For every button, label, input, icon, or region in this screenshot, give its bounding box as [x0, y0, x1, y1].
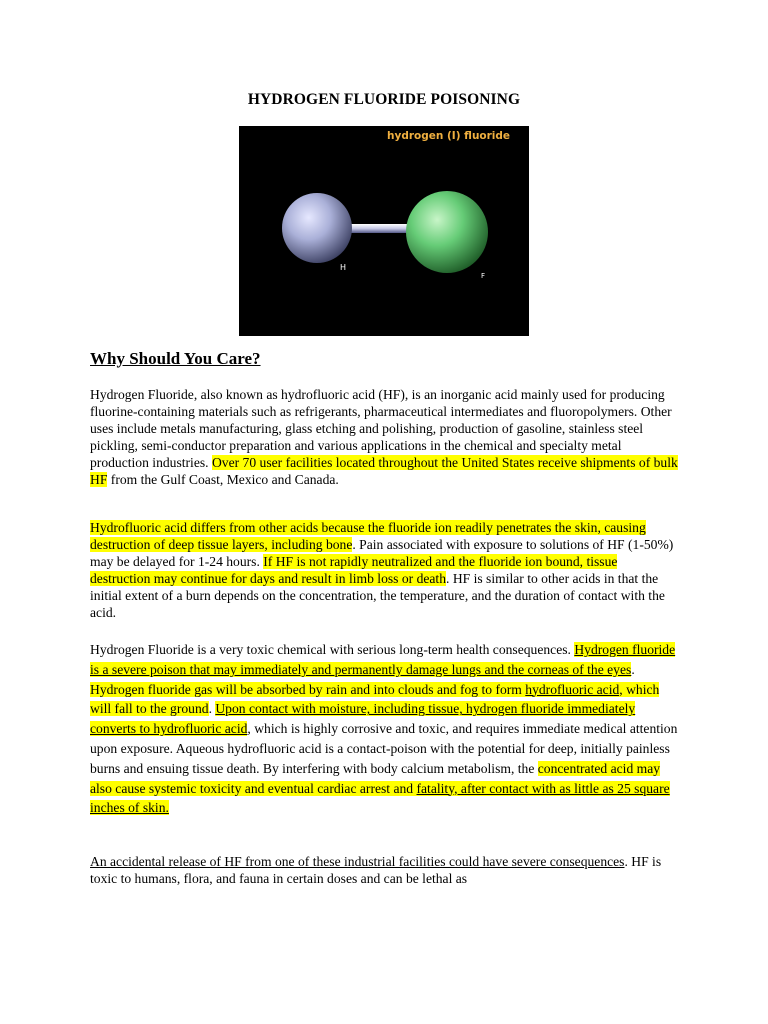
highlighted-text: Hydrogen fluoride is a severe poison that may immediately and permanently damage lungs and the corneas of the eyes	[90, 642, 676, 677]
molecule-illustration	[239, 126, 529, 336]
text-run: Hydrogen Fluoride, also known as hydrofluoric acid (HF), is an inorganic acid mainly used for producing fluorine-containing materials such as refrigerants, pharmaceutical intermediates and fluoropolymers. Other uses include metals manufacturing, glass etching and polishing, production of gasoline, stainless steel pickling, semi-conductor preparation and various applications in the chemical and specialty metal production industries.	[90, 387, 672, 470]
highlighted-text: Hydrogen fluoride gas will be absorbed by rain and into clouds and fog to form	[90, 681, 526, 697]
paragraph-1	[90, 386, 680, 488]
highlighted-text: , which will fall to the ground	[90, 681, 660, 717]
text-run: Hydrogen Fluoride is a very toxic chemical with serious long-term health consequences.	[90, 642, 575, 657]
highlighted-text: If HF is not rapidly neutralized and the fluoride ion bound, tissue destruction may continue for days and result in limb loss or death	[90, 554, 618, 586]
text-run: , which is highly corrosive and toxic, and requires immediate medical attention upon exposure. Aqueous hydrofluoric acid is a contact-poison with the potential for deep, initially painless burns and ensuing tissue death. By interfering with body calcium metabolism, the	[90, 721, 678, 776]
highlighted-text: fatality, after contact with as little as 25 square inches of skin.	[90, 780, 670, 816]
paragraph-3	[90, 640, 680, 818]
text-run: . HF is toxic to humans, flora, and fauna in certain doses and can be lethal as	[90, 854, 662, 886]
highlighted-text: Upon contact with moisture, including tissue, hydrogen fluoride immediately converts to hydrofluoric acid	[90, 701, 636, 737]
highlighted-text: Hydrofluoric acid differs from other acids because the fluoride ion readily penetrates the skin, causing destruction of deep tissue layers, including bone	[90, 520, 646, 552]
text-run: An accidental release of HF from one of these industrial facilities could have severe consequences	[90, 854, 625, 869]
molecule-figure	[239, 126, 529, 336]
paragraph-2	[90, 519, 680, 621]
atom-label-h: H	[340, 263, 347, 272]
hydrogen-atom	[282, 193, 352, 263]
text-run: . HF is similar to other acids in that the initial extent of a burn depends on the concentration, the temperature, and the duration of contact with the acid.	[90, 571, 665, 620]
text-run: .	[208, 701, 216, 717]
section-heading: Why Should You Care?	[90, 349, 261, 368]
figure-caption: hydrogen (I) fluoride	[387, 130, 511, 142]
highlighted-text: Over 70 user facilities located throughout the United States receive shipments of bulk HF	[90, 455, 678, 487]
text-run: .	[631, 661, 635, 677]
text-run: from the Gulf Coast, Mexico and Canada.	[107, 472, 339, 487]
highlighted-text: concentrated acid may also cause systemic toxicity and eventual cardiac arrest and	[90, 760, 661, 796]
text-run: . Pain associated with exposure to solutions of HF (1-50%) may be delayed for 1-24 hours.	[90, 537, 674, 569]
paragraph-4	[90, 853, 680, 887]
atom-label-f: F	[481, 272, 486, 280]
highlighted-text: hydrofluoric acid	[525, 681, 620, 697]
document-title: HYDROGEN FLUORIDE POISONING	[247, 91, 521, 108]
fluorine-atom	[406, 191, 488, 273]
